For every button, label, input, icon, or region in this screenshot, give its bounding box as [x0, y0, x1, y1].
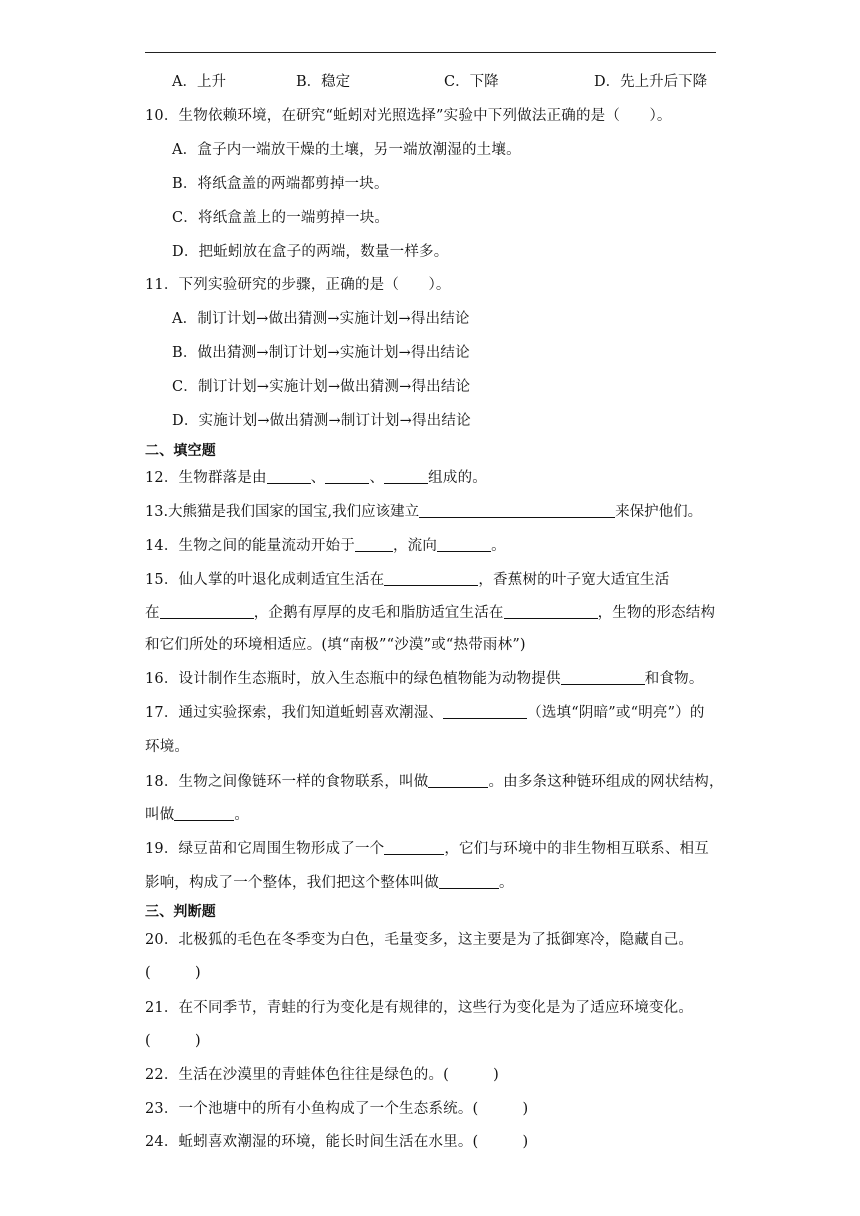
q15-line-2: 在 ，企鹅有厚厚的皮毛和脂肪适宜生活在 ，生物的形态结构 [145, 605, 716, 621]
q12-blank-3 [384, 468, 428, 484]
q13: 13.大熊猫是我们国家的国宝,我们应该建立 来保护他们。 [145, 504, 703, 520]
q18-line-2: 叫做 。 [145, 807, 250, 823]
q23-text: 23．一个池塘中的所有小鱼构成了一个生态系统。( ) [145, 1101, 529, 1117]
q20-text: 20．北极狐的毛色在冬季变为白色，毛量变多，这主要是为了抵御寒冷，隐藏自己。 [145, 932, 694, 948]
section-fill-in-heading: 二、填空题 [145, 443, 216, 459]
q19-blank-1 [384, 839, 444, 855]
q18-blank-2 [174, 805, 234, 821]
q24-text: 24．蚯蚓喜欢潮湿的环境，能长时间生活在水里。( ) [145, 1134, 529, 1150]
q15-line-3: 和它们所处的环境相适应。(填“南极”“沙漠”或“热带雨林”) [145, 637, 526, 653]
q18-line-1: 18．生物之间像链环一样的食物联系，叫做 。由多条这种链环组成的网状结构， [145, 774, 724, 790]
q14: 14．生物之间的能量流动开始于 ，流向 。 [145, 538, 506, 554]
q9-option-a: A．上升 [172, 74, 226, 90]
q20-answer-paren: ( ) [145, 965, 201, 981]
q16-blank [561, 669, 645, 685]
q11-option-c: C．制订计划→实施计划→做出猜测→得出结论 [172, 379, 471, 395]
q10-option-b: B．将纸盒盖的两端都剪掉一块。 [172, 176, 389, 192]
q15-line-1: 15．仙人掌的叶退化成刺适宜生活在 ，香蕉树的叶子宽大适宜生活 [145, 572, 670, 588]
q10-option-c: C．将纸盒盖上的一端剪掉一块。 [172, 210, 390, 226]
q9-option-c: C．下降 [444, 74, 499, 90]
q17-line-1: 17．通过实验探索，我们知道蚯蚓喜欢潮湿、 （选填“阴暗”或“明亮”）的 [145, 705, 705, 721]
q11-option-d: D．实施计划→做出猜测→制订计划→得出结论 [172, 413, 471, 429]
q19-blank-2 [439, 873, 499, 889]
q19-line-1: 19．绿豆苗和它周围生物形成了一个 ，它们与环境中的非生物相互联系、相互 [145, 841, 709, 857]
q10-option-a: A．盒子内一端放干燥的土壤，另一端放潮湿的土壤。 [172, 142, 521, 158]
q10-stem: 10．生物依赖环境，在研究“蚯蚓对光照选择”实验中下列做法正确的是（ ）。 [145, 108, 672, 124]
q13-blank [419, 502, 615, 518]
q14-blank-1 [355, 536, 393, 552]
q11-option-a: A．制订计划→做出猜测→实施计划→得出结论 [172, 311, 470, 327]
q11-stem: 11．下列实验研究的步骤，正确的是（ ）。 [145, 277, 451, 293]
header-rule [145, 52, 716, 53]
q15-blank-3 [504, 603, 598, 619]
q21-answer-paren: ( ) [145, 1033, 201, 1049]
section-true-false-heading: 三、判断题 [145, 904, 216, 920]
q9-option-d: D．先上升后下降 [594, 74, 708, 90]
q22-text: 22．生活在沙漠里的青蛙体色往往是绿色的。( ) [145, 1067, 499, 1083]
q21-text: 21．在不同季节，青蛙的行为变化是有规律的，这些行为变化是为了适应环境变化。 [145, 1000, 694, 1016]
q14-blank-2 [437, 536, 491, 552]
q12-blank-1 [267, 468, 311, 484]
q9-option-b: B．稳定 [296, 74, 351, 90]
q19-line-2: 影响，构成了一个整体，我们把这个整体叫做 。 [145, 875, 514, 891]
q10-option-d: D．把蚯蚓放在盒子的两端，数量一样多。 [172, 244, 449, 260]
q17-blank [443, 703, 527, 719]
q15-blank-1 [384, 570, 478, 586]
q15-blank-2 [160, 603, 254, 619]
q17-line-2: 环境。 [145, 739, 190, 755]
q12: 12．生物群落是由 、 、 组成的。 [145, 470, 487, 486]
q18-blank-1 [428, 772, 488, 788]
q11-option-b: B．做出猜测→制订计划→实施计划→得出结论 [172, 345, 470, 361]
q12-blank-2 [325, 468, 369, 484]
q16: 16．设计制作生态瓶时，放入生态瓶中的绿色植物能为动物提供 和食物。 [145, 671, 704, 687]
